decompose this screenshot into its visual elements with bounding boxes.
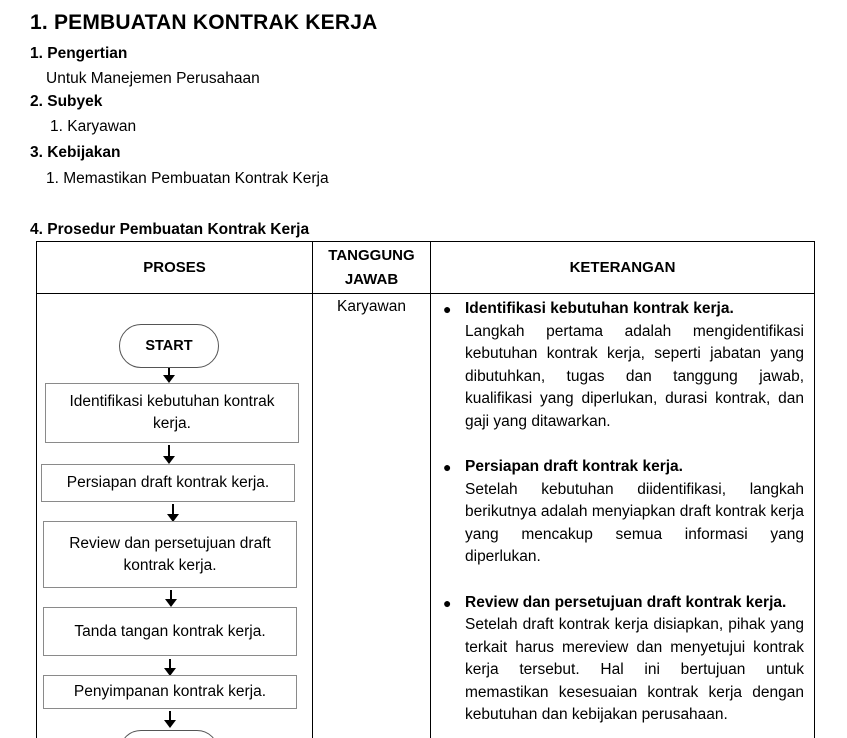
keterangan-desc: Langkah pertama adalah mengidentifikasi kebutuhan kontrak kerja, seperti jabatan yang dibutuhkan, tugas dan tanggung jawab, kualifikasi yang diperlukan, durasi kontrak, dan gaji yang ditawarkan.: [465, 322, 804, 430]
header-proses: PROSES: [37, 242, 313, 294]
flow-arrow: [169, 711, 171, 721]
header-tanggung-jawab: [313, 242, 431, 294]
proses-cell: [37, 294, 313, 738]
list-item: [439, 456, 804, 569]
header-keterangan: KETERANGAN: [431, 242, 815, 294]
flow-step-penyimpanan: Penyimpanan kontrak kerja.: [43, 675, 297, 709]
tanggung-jawab-cell: [313, 294, 431, 738]
keterangan-desc: Setelah draft kontrak kerja disiapkan, pihak yang terkait harus mereview dan menyetujui kontrak kerja tersebut. Hal ini bertujuan untuk memastikan kesesuaian kontrak kerja dengan kebutuhan dan kebijakan perusahaan.: [465, 616, 804, 723]
flow-start: START: [119, 324, 219, 368]
page-title: 1. PEMBUATAN KONTRAK KERJA: [30, 11, 378, 34]
section-heading-pengertian: 1. Pengertian: [30, 45, 128, 62]
flow-arrow: [168, 368, 170, 376]
flow-arrow: [170, 590, 172, 600]
section-heading-kebijakan: 3. Kebijakan: [30, 144, 121, 161]
section-heading-subyek: 2. Subyek: [30, 93, 103, 110]
bullet-icon: ●: [443, 459, 452, 475]
keterangan-head: Persiapan draft kontrak kerja.: [465, 458, 683, 475]
flowchart: [37, 294, 313, 738]
flow-arrow: [172, 504, 174, 515]
keterangan-head: Identifikasi kebutuhan kontrak kerja.: [465, 300, 734, 317]
kebijakan-item: 1. Memastikan Pembuatan Kontrak Kerja: [46, 170, 329, 187]
bullet-icon: ●: [443, 301, 452, 317]
flow-end: [119, 730, 219, 738]
flow-arrow: [169, 659, 171, 669]
flow-step-persiapan: Persiapan draft kontrak kerja.: [41, 464, 295, 502]
flow-step-review: Review dan persetujuan draft kontrak kerja.: [43, 521, 297, 588]
bullet-icon: ●: [443, 594, 452, 611]
keterangan-head: Review dan persetujuan draft kontrak kerja.: [465, 593, 787, 611]
pengertian-text: Untuk Manejemen Perusahaan: [46, 70, 260, 87]
header-tanggung-jawab-line1: TANGGUNG: [328, 246, 415, 264]
flow-step-identifikasi: Identifikasi kebutuhan kontrak kerja.: [45, 383, 299, 443]
table-header-row: [37, 242, 815, 294]
list-item: [439, 298, 804, 433]
keterangan-cell: [431, 294, 815, 738]
procedure-table: [36, 241, 815, 738]
flow-step-tanda-tangan: Tanda tangan kontrak kerja.: [43, 607, 297, 656]
keterangan-desc: Setelah kebutuhan diidentifikasi, langkah berikutnya adalah menyiapkan draft kontrak kerja yang mencakup semua informasi yang diperlukan.: [465, 480, 804, 565]
flow-arrow: [168, 445, 170, 457]
section-heading-prosedur: 4. Prosedur Pembuatan Kontrak Kerja: [30, 221, 310, 238]
tanggung-jawab-value: Karyawan: [337, 298, 406, 315]
subyek-item: 1. Karyawan: [50, 118, 137, 135]
header-tanggung-jawab-line2: JAWAB: [344, 270, 399, 288]
list-item: [439, 592, 804, 727]
table-row: [37, 294, 815, 738]
